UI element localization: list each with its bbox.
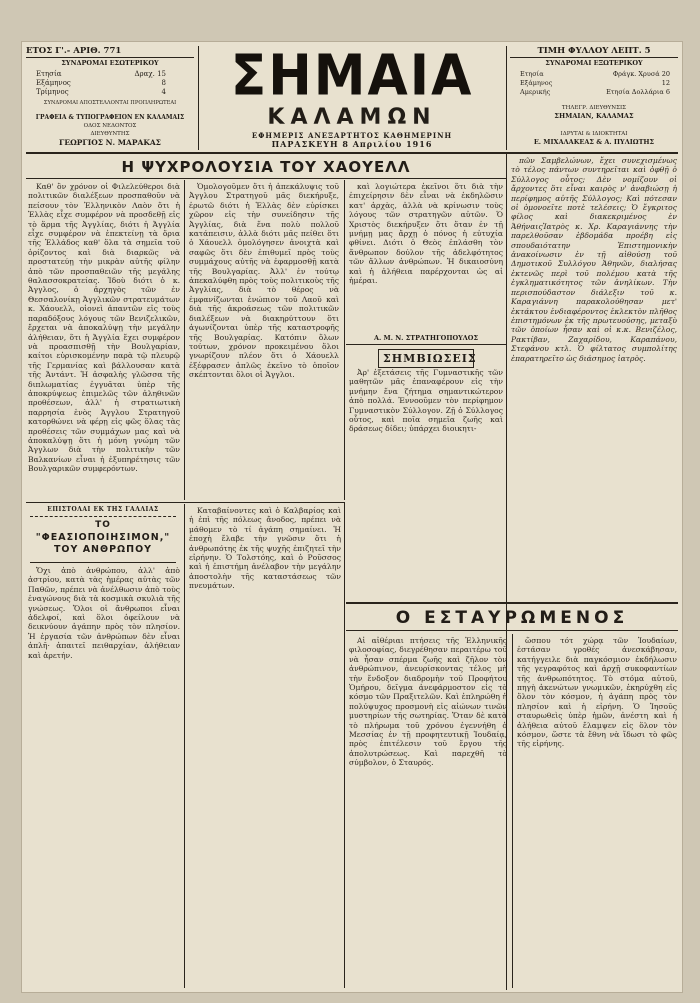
sub-label: Εξάμηνος [520, 79, 553, 87]
article-text: Καθ' ὃν χρόνον οἱ Φιλελεύθεροι διὰ πολιτικῶν διαλέξεων προσπαθοῦν νὰ πείσουν τὸν Ἑλληνικὸν Λαὸν ὅτι ἡ Ἑλλὰς εἶχε συμφέρον νὰ προσδεθῇ εἰς τὸ ἅρμα τῆς Ἀγγλίας, διότι ἡ Ἀγγλία εἶχε συμφέρον νὰ ἐπεκτείνῃ τὰ ὅρια τῆς Ἑλλάδος καθ' ὅλα τὰ σημεῖα τοῦ ὁρίζοντος καὶ διὰ διαρκῶς νὰ προστατεύῃ τὴν μικρὰν αὐτῆς φίλην ἀπὸ τῶν προσπαθειῶν τῆς μεγάλης θαλασσοκρατείας. Ἰδοὺ διότι ὁ κ. Ἀγγλος, ὁ ἀρχηγὸς τῶν ἐν Θεσσαλονίκῃ Ἀγγλικῶν στρατευμάτων κ. Χάουελλ, οἱονεὶ ἀπαντῶν εἰς τοὺς παραδόξους λόγους τῶν Βενιζελικῶν, ἔρχεται νὰ ἀποκαλύψῃ τὴν μεγάλην ἀλήθειαν, ὅτι ἡ Ἀγγλία ἔχει συμφέρον νὰ προασπισθῇ τὴν Βουλγαρίαν, καίτοι εὑρισκομένην παρὰ τῷ πλευρῷ τῆς Γερμανίας καὶ βάλλουσαν κατὰ τῆς Ἀντάντ. Ἡ ἀσφαλὴς γλῶσσα τῆς διπλωματίας ἐγγυᾶται ὑπὲρ τῆς ἀποκρύψεως ἐπιμελῶς τῶν ἀληθινῶν προθέσεων, ἀλλ' ἡ στρατιωτικὴ παρρησία ἑνὸς Ἀγγλου Στρατηγοῦ κατορθώνει νὰ φέρῃ εἰς φῶς ὅλας τὰς προθέσεις τῶν συμμάχων μας καὶ νὰ ἀποκαλύψῃ ὅτι ἡ μόνη γνώμη τῶν Ἀγγλων διὰ τὴν πολιτικὴν τῶν Βαλκανίων εἶναι ἡ ἐξυπηρέτησις τῶν Βουλγαρικῶν συμφερόντων. [28, 182, 180, 474]
article-text: Ἀρ' ἐξετάσεις τῆς Γυμναστικῆς τῶν μαθητῶν μᾶς ἐπαναφέρουν εἰς τὴν μνήμην ἕνα ζήτημα σημαντικώτερον ἀπὸ πολλά. Ἐννοοῦμεν τὸν περίφημον Γυμναστικὸν Σύλλογον. Ζῇ ὁ Σύλλογος οὗτος, καὶ ποῖα σημεῖα ζωῆς καὶ δράσεως δίδει; ὑπάρχει διοικητι- [349, 368, 503, 434]
domestic-subs-list [36, 70, 166, 97]
symbioseis-text [349, 368, 503, 500]
issue-date: ΠΑΡΑΣΚΕΥΗ 8 Απριλίου 1916 [271, 139, 433, 149]
founders-label: ΙΔΡΥΤΑΙ & ΙΔΙΟΚΤΗΤΑΙ [560, 131, 628, 137]
sub-label: Εξάμηνος [36, 79, 71, 87]
price: ΤΙΜΗ ΦΥΛΛΟΥ ΛΕΠΤ. 5 [537, 46, 651, 56]
director-name: ΓΕΩΡΓΙΟΣ Ν. ΜΑΡΑΚΑΣ [59, 138, 161, 147]
letters-title: "ΦΕΑΣΙΟΠΟΙΗΣΙΜΟΝ," ΤΟΥ ΑΝΘΡΩΠΟΥ [35, 532, 171, 555]
sub-value: 12 [661, 79, 670, 87]
subs-notice: ΣΥΝΔΡΟΜΑΙ ΑΠΟΣΤΕΛΛΟΝΤΑΙ ΠΡΟΠΛΗΡΩΤΕΑΙ [43, 100, 177, 106]
article-text: Ὄχι ἀπὸ ἀνθρώπου, ἀλλ' ἀπὸ ἀστρίου, κατὰ τὰς ἡμέρας αὐτὰς τῶν Παθῶν, πρέπει νὰ ἀνέλθωσιν ἀπὸ τοὺς ἐναγώνους διὰ τὰ κοσμικὰ σκυλιὰ τῆς γνώσεως. Ὅλοι οἱ ἄνθρωποι εἶναι ἀδελφοί, καὶ ὅλοι ὀφείλουν νὰ δεικνύουν ἀγάπην πρὸς τὸν πλησίον. Ἡ ἐργασία τῶν ἀνθρώπων δὲν εἶναι ἁπλῆ· ἀπαιτεῖ πειθαρχίαν, ἀλήθειαν καὶ ἀρετήν. [28, 566, 180, 660]
main-article-col1 [28, 182, 180, 500]
estavromenos-title: Ο ΕΣΤΑΥΡΩΜΕΝΟΣ [395, 608, 629, 628]
foreign-subs-title: ΣΥΝΔΡΟΜΑΙ ΕΞΩΤΕΡΙΚΟΥ [545, 59, 643, 67]
estavromenos-col1 [349, 636, 507, 986]
article-text: ὥσπου τότ χώρᾳ τῶν Ἰουδαίων, ἐστάσαν γροθές ἀνεσκάβησαν, κατήγγειλε διὰ παγκόσμιον ἐκδήλωσιν τῆς γεγραφότος καὶ ἀρχῇ συκοφαντίων τῆς ἀνθρωπότητος. Τὸ στόμα αὐτοῦ, πηγὴ ἀκενώτων γνωμικῶν, ἐκηρύχθη εἰς ὅλον τὸν κόσμον, ἡ ἀγάπη πρὸς τὸν πλησίον καὶ ἡ εἰρήνη. Ὁ Ἰησοῦς σταυρωθεὶς ὑπὲρ ἡμῶν, ἀνέστη καὶ ἡ ἀλήθεια αὐτοῦ ἔλαμψεν εἰς ὅλον τὸν κόσμον, ὥστε τὰ ἔθνη νὰ ἴδωσι τὸ φῶς τῆς εἰρήνης. [517, 636, 677, 749]
founders: Ε. ΜΙΧΑΛΑΚΕΑΣ & Α. ΠΥΛΙΩΤΗΣ [533, 138, 655, 146]
sub-value: 4 [161, 88, 166, 96]
sub-value: Φράγκ. Χρυσά 20 [612, 70, 670, 78]
letters-title-prefix: ΤΟ [95, 520, 111, 530]
article-text: Καταβαίνοντες καὶ ὁ Καλβαρίος καὶ ἡ ἐπὶ τῆς πόλεως ἄνοδος, πρέπει νὰ μάθομεν τὸ τί ἀγάπη σημαίνει. Ἡ ἐποχὴ ἔλαβε τὴν γνῶσιν ὅτι ἡ ἀνθρωπότης ἐκ τῆς ψυχῆς ἐπιζητεῖ τὴν εἰρήνην. Ὁ Τολστόης, καὶ ὁ Ροῦσσος καὶ ἡ ἐπιστήμη ἀνέλαβον τὴν μεγάλην ἀποστολὴν τῆς καταστάσεως τῶν πνευμάτων. [189, 506, 341, 591]
main-article-col3 [349, 182, 503, 332]
director-label: ΔΙΕΥΘΥΝΤΗΣ [90, 131, 130, 137]
article-text: καὶ λογιώτερα ἐκεῖνοι ὅτι διὰ τὴν ἐπιχείρησιν δὲν εἶναι νὰ ἐκδηλῶσιν κατ' ἀρχὰς, ἀλλὰ νὰ κρίνωσιν τοὺς λόγους τῶν στρατηγῶν αὐτῶν. Ὁ Χριστὸς διεκήρυξεν ὅτι ὅταν ἐν τῇ μνήμῃ μας ἄρχῃ ὁ πόνος ἡ εὐτυχία φθίνει. Διότι ὁ Θεὸς ἐπλάσθη τὸν ἄνθρωπον δούλον τῆς ἀδελφότητος τῶν ἄλλων ἀνθρώπων. Ἡ δικαιοσύνη καὶ ἡ ἀλήθεια παρέρχονται ὡς αἱ ἡμέραι. [349, 182, 503, 286]
sub-label: Ετησία [36, 70, 62, 78]
letters-header: ΕΠΙΣΤΟΛΑΙ ΕΚ ΤΗΣ ΓΑΛΛΙΑΣ [47, 506, 159, 513]
domestic-subs-title: ΣΥΝΔΡΟΜΑΙ ΕΣΩΤΕΡΙΚΟΥ [61, 59, 159, 67]
sub-value: Δραχ. 15 [134, 70, 166, 78]
sub-label: Αμερικής [520, 88, 551, 96]
article-text: Ὁμολογοῦμεν ὅτι ἡ ἀπεκάλυψις τοῦ Ἀγγλου Στρατηγοῦ μᾶς διεκήρυξε, ἐρωτῶ διότι ἡ Ἑλλὰς δὲν εὑρίσκει χῶρον εἰς τὴν συνείδησιν τῆς Ἀγγλίας, διὰ ἕνα πολὺ πολλοῦ κατάπεισιν, ἀλλὰ διότι μᾶς πείθει ὅτι ὁ Χάουελλ ὁμολόγησεν ἀνοιχτὰ καὶ σαφῶς ὅτι δὲν ἐπιθυμεῖ πρὸς τοὺς συμμάχους αὐτῆς νὰ ἐφαρμοσθῇ κατὰ τῆς Βουλγαρίας. Ἀλλ' ἐν τούτῳ ἀπεκαλύφθη πρὸς τοὺς πολιτικοὺς τῆς Ἀγγλίας, διὰ τὸ θέρος νὰ ἐμφανίζωνται ἐνώπιον τοῦ Λαοῦ καὶ διὰ τῆς ἀκροάσεως τῶν πολιτικῶν διαλέξεων νὰ διακηρύττουν ὅτι ἀγωνίζονται ὑπὲρ τῆς καταστροφῆς τῆς Βουλγαρίας. Κατόπιν ὅλων τούτων, χρόνον προκειμένου ὅλοι γνωρίζουν πλέον ὅτι ὁ Χάουελλ ἐξέφρασεν ἁπλῶς ἐκεῖνο τὸ ὁποῖον σκέπτονται ὅλοι οἱ Ἀγγλοι. [189, 182, 339, 380]
masthead-tagline: ΕΦΗΜΕΡΙΣ ΑΝΕΞΑΡΤΗΤΟΣ ΚΑΘΗΜΕΡΙΝΗ [251, 131, 453, 140]
sub-value: 8 [161, 79, 166, 87]
symbioseis-title: ΣΗΜΒΙΩΣΕΙΣ [378, 349, 474, 368]
masthead-subtitle: ΚΑΛΑΜΩΝ [267, 105, 437, 130]
masthead-title: ΣΗΜΑΙΑ [230, 43, 474, 109]
article-text: πῶν Σαμβελώνων, ἔχει συνεχισμένως τὸ τέλος πάντων συντηρεῖται καὶ ὀφθῇ ὁ Σύλλογος οὗτος; Δὲν νομίζουν οἱ ἄρχοντες ὅτι εἶναι καιρὸς ν' ἀναβιώσῃ ἡ περίφημος αὐτῆς Σύλλογος; Καὶ πότεσαν οἱ ὁμονοεῖτε ποτὲ τελέσεις; Ὁ ἔγκριτος φίλος καὶ διακεκριμένος ἐν ἈθήναιςἸατρὸς κ. Χρ. Καραγιάννης τὴν παρελθοῦσαν ἑβδομάδα προέβη εἰς σπουδαιότατην Ἐπιστημονικὴν ἀνακοίνωσιν ἐν τῇ αἰθούσῃ τοῦ Δημοτικοῦ Συλλόγου Ἀθηνῶν, διαλήσας ἐκτενῶς περὶ τοῦ πολέμου κατὰ τῆς ἐγκληματικότητος τῶν ἀνηλίκων. Τὴν περισπούδαστον διάλεξιν τοῦ κ. Καραγιάννη παρακολούθησαν μετ' ἐκτάκτου ἐνδιαφέροντος ἐκλεκτὸν πλῆθος ἐπιστημόνων ἐκ τῆς πρωτευούσης, μεταξὺ τῶν ὁποίων ἦσαν καὶ οἱ κ.κ. Βενιζέλος, Ρακτίβαν, Ζαχαρίδου, Καραπάνου, Στεφάνου κτλ. Ὁ φίλτατος συμπολίτης ἐπαρατηρεῖτο ὡς διάσημος ἰατρὸς. [511, 156, 677, 363]
office-address: ΓΡΑΦΕΙΑ & ΤΥΠΟΓΡΑΦΕΙΟΝ ΕΝ ΚΑΛΑΜΑΙΣ [35, 114, 185, 121]
telegraph-address: ΣΗΜΑΙΑΝ, ΚΑΛΑΜΑΣ [554, 112, 634, 120]
article-text: Αἱ αἰθέριαι πτήσεις τῆς Ἑλληνικῆς φιλοσοφίας, διεγρέθησαν περαιτέρω τοῦ νὰ ἦσαν σπέρμα ζωῆς καὶ ζῆλον τὸν ἀνθρώπινον, ἀνευρίσκοντας τέλος μὴ τὴν ἔνδοξον διαδρομὴν τοῦ Προφήτου Ὁμήρου, δεῖγμα ἀνεφάρμοστον εἰς τὸ κόσμο τῶν Πραξιτελῶν. Καὶ ἐπληρώθη ἡ πολύψυχος προσμονὴ εἰς αἰώνων τινῶν μυστηρίων τῆς σωτηρίας. Ὅταν δὲ κατὰ τὸ πλήρωμα τοῦ χρόνου ἐγεννήθη ὁ Μεσσίας ἐν τῇ προφητευτικῇ Ἰουδαίᾳ, πρὸς ἐπιτέλεσιν τοῦ ἔργου τῆς ἀπολυτρώσεως. Καὶ παρεχθῆ τὸ σύμβολον, ὁ Σταυρός. [349, 636, 507, 768]
letters-col2 [189, 506, 341, 986]
sub-value: Ετησία Δολλάρια 6 [606, 88, 670, 96]
letters-col1 [28, 566, 180, 986]
main-headline: Η ΨΥΧΡΟΛΟΥΣΙΑ ΤΟΥ ΧΑΟΥΕΛΛ [121, 158, 411, 176]
estavromenos-col2 [517, 636, 677, 986]
telegraph-label: ΤΗΛΕΓΡ. ΔΙΕΥΘΥΝΣΙΣ [561, 105, 627, 111]
newspaper-page [22, 42, 682, 992]
main-byline: Α. Μ. Ν. ΣΤΡΑΤΗΓΟΠΟΥΛΟΣ [373, 334, 479, 342]
issue-number: ΕΤΟΣ Γ'.- ΑΡΙΘ. 771 [26, 46, 122, 56]
street: ΟΔΟΣ ΝΕΔΟΝΤΟΣ [83, 123, 137, 129]
sub-label: Ετησία [520, 70, 544, 78]
foreign-subs-list [520, 70, 670, 97]
right-column-text [511, 156, 677, 500]
sub-label: Τρίμηνος [36, 88, 69, 96]
main-article-col2 [189, 182, 339, 500]
